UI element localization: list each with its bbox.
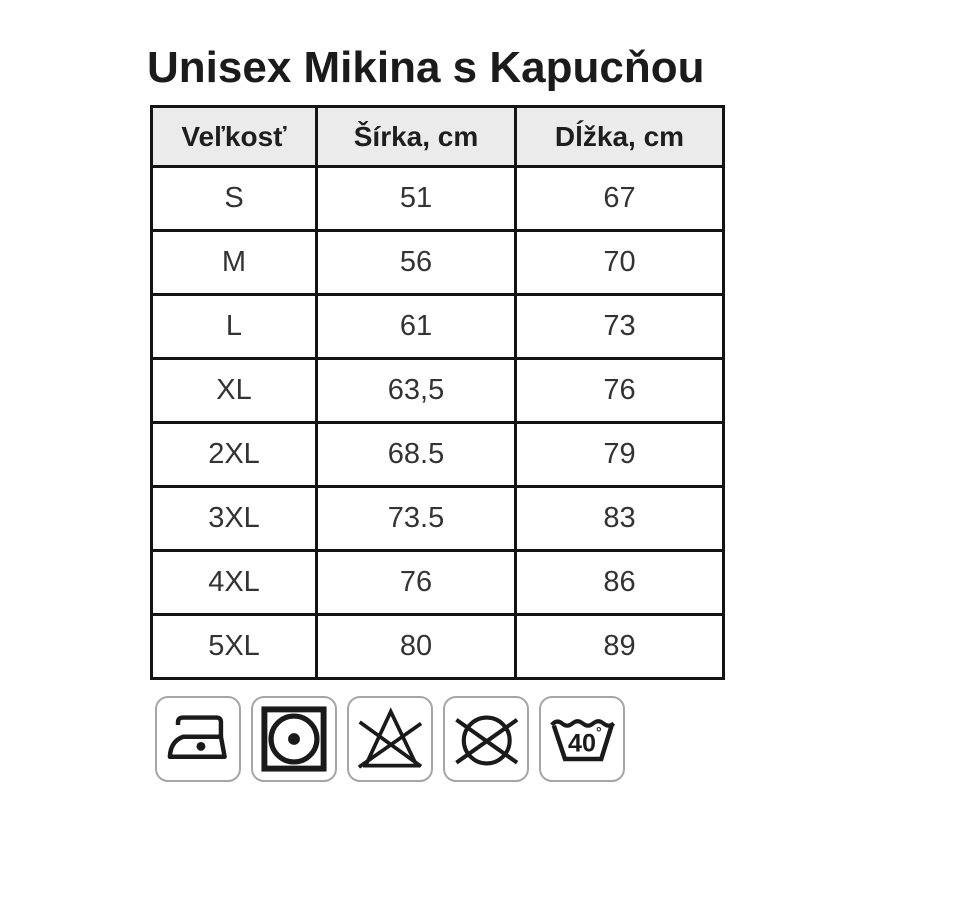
- width-cell: 68.5: [317, 423, 516, 487]
- wash-temperature-label: 40: [568, 729, 596, 758]
- table-row: [152, 551, 724, 615]
- size-cell: M: [152, 231, 317, 295]
- length-cell: 83: [516, 487, 724, 551]
- width-cell: 56: [317, 231, 516, 295]
- do-not-dry-clean-icon: [443, 696, 529, 782]
- iron-low-heat-icon: [155, 696, 241, 782]
- length-cell: 86: [516, 551, 724, 615]
- length-cell: 89: [516, 615, 724, 679]
- width-cell: 73.5: [317, 487, 516, 551]
- size-cell: 2XL: [152, 423, 317, 487]
- table-row: [152, 487, 724, 551]
- table-row: [152, 615, 724, 679]
- do-not-bleach-icon: [347, 696, 433, 782]
- size-cell: L: [152, 295, 317, 359]
- table-row: [152, 359, 724, 423]
- table-row: [152, 167, 724, 231]
- length-cell: 73: [516, 295, 724, 359]
- machine-wash-40-icon: [539, 696, 625, 782]
- length-cell: 76: [516, 359, 724, 423]
- width-cell: 63,5: [317, 359, 516, 423]
- table-row: [152, 295, 724, 359]
- tumble-dry-low-heat-icon: [251, 696, 337, 782]
- width-cell: 51: [317, 167, 516, 231]
- width-cell: 76: [317, 551, 516, 615]
- size-cell: XL: [152, 359, 317, 423]
- size-cell: 3XL: [152, 487, 317, 551]
- size-table: [150, 105, 725, 680]
- table-row: [152, 423, 724, 487]
- length-cell: 79: [516, 423, 724, 487]
- header-length: Dĺžka, cm: [516, 107, 724, 167]
- width-cell: 80: [317, 615, 516, 679]
- care-icons: [155, 696, 625, 782]
- wash-degree-symbol: °: [596, 723, 602, 740]
- table-header-row: [152, 107, 724, 167]
- page-title: Unisex Mikina s Kapucňou: [147, 43, 705, 92]
- length-cell: 70: [516, 231, 724, 295]
- width-cell: 61: [317, 295, 516, 359]
- header-width: Šírka, cm: [317, 107, 516, 167]
- table-row: [152, 231, 724, 295]
- header-size: Veľkosť: [152, 107, 317, 167]
- size-cell: 5XL: [152, 615, 317, 679]
- size-cell: S: [152, 167, 317, 231]
- length-cell: 67: [516, 167, 724, 231]
- size-cell: 4XL: [152, 551, 317, 615]
